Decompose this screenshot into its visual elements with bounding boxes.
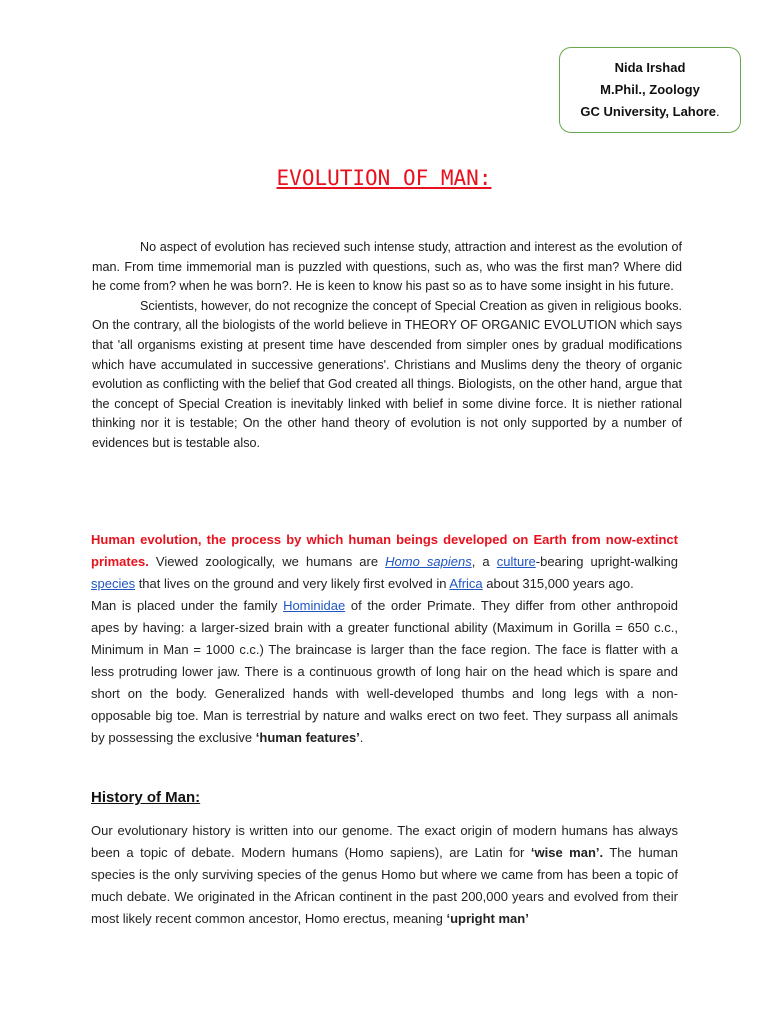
text-run: The human species is the only surviving species of the genus Homo but where we came from has been a topic of much debate. We originated in the African continent in the past 200,000 years and evolved from their most likely recent common ancestor, Homo erectus, meaning <box>91 845 678 926</box>
intro-paragraph <box>91 529 678 595</box>
link-homo-sapiens[interactable]: Homo sapiens <box>385 554 472 569</box>
bold-upright-man: ‘upright man’ <box>446 911 529 926</box>
text-run: -bearing upright-walking <box>535 554 678 569</box>
text-run: about 315,000 years ago. <box>482 576 634 591</box>
link-culture[interactable]: culture <box>496 554 536 569</box>
text-run: of the order Primate. They differ from other anthropoid apes by having: a larger-sized brain with a greater functional ability (Maximum in Gorilla = 650 c.c., Minimum in Man = 1000 c.c.) The braincase is larger than the face region. The face is flatter with a less protruding lower jaw. There is a continuous growth of long hair on the head which is spare and short on the body. Generalized hands with well-developed thumbs and long legs with a non-opposable big toe. Man is terrestrial by nature and walks erect on two feet. They surpass all animals by possessing the exclusive <box>91 598 678 745</box>
bold-wise-man: ‘wise man’. <box>530 845 604 860</box>
bold-human-features: ‘human features’ <box>255 730 360 745</box>
link-hominidae[interactable]: Hominidae <box>283 598 346 613</box>
author-institution: GC University, Lahore. <box>580 104 720 119</box>
text-run: Viewed zoologically, we humans are <box>148 554 386 569</box>
scanned-paragraph-2: Scientists, however, do not recognize the concept of Special Creation as given in religious books. On the contrary, all the biologists of the world believe in THEORY OF ORGANIC EVOLUTION which says that 'all organisms existing at present time have descended from simpler ones by gradual modifications which have accumulated in successive generations'. Christians and Muslims deny the theory of organic evolution as conflicting with the belief that God created all things. Biologists, on the other hand, argue that the concept of Special Creation is inevitably linked with belief in some divine force. It is niether rational thinking nor it is testable; On the other hand theory of evolution is not only supported by a number of evidences but is testable also. <box>92 298 682 450</box>
red-lead-text: Human evolution, the process by which human beings developed on Earth from now-extinct primates. <box>91 532 678 569</box>
author-degree: M.Phil., Zoology <box>600 82 700 97</box>
text-run: Our evolutionary history is written into our genome. The exact origin of modern humans has always been a topic of debate. Modern humans (Homo sapiens), are Latin for <box>91 823 678 860</box>
scanned-text-block <box>92 238 682 526</box>
author-info-box <box>559 47 741 133</box>
hominidae-paragraph <box>91 595 678 749</box>
link-africa[interactable]: Africa <box>449 576 483 591</box>
intro-paragraph-block <box>91 529 678 749</box>
history-paragraph <box>91 820 678 930</box>
history-paragraph-block <box>91 820 678 930</box>
text-run: , a <box>471 554 497 569</box>
text-run: that lives on the ground and very likely first evolved in <box>135 576 450 591</box>
text-run: Man is placed under the family <box>91 598 284 613</box>
scanned-paragraph-1: No aspect of evolution has recieved such intense study, attraction and interest as the evolution of man. From time immemorial man is puzzled with questions, such as, who was the first man? Where did he come from? when he was born?. He is keen to know his past so as to have some insight in his future. <box>92 240 682 294</box>
history-heading: History of Man: <box>91 789 201 806</box>
author-name: Nida Irshad <box>614 60 686 75</box>
link-species[interactable]: species <box>91 576 136 591</box>
text-run: . <box>359 730 364 745</box>
page-title: EVOLUTION OF MAN: <box>276 166 492 190</box>
